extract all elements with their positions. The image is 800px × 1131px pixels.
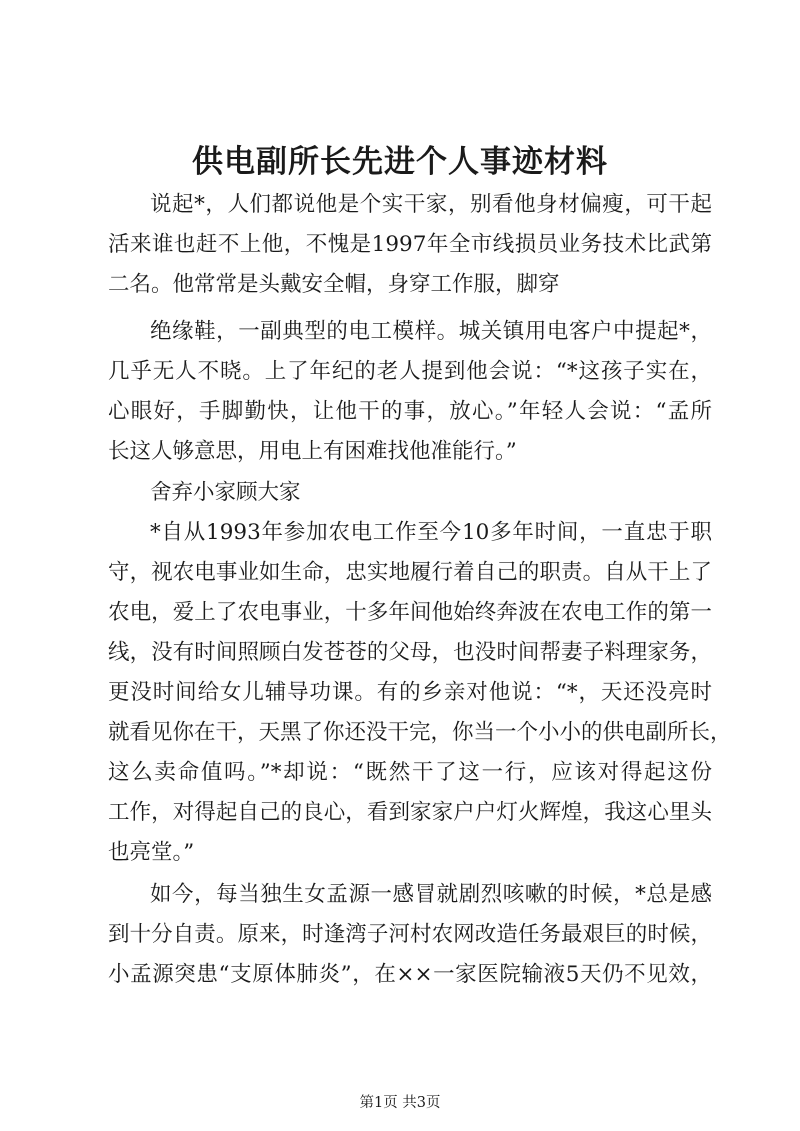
body-line-13: 更没时间给女儿辅导功课。有的乡亲对他说：“*，天还没亮时 [108,680,712,705]
body-line-16: 工作，对得起自己的良心，看到家家户户灯火辉煌，我这心里头 [108,800,712,825]
section-heading: 舍弃小家顾大家 [150,480,301,505]
body-line-7: 长这人够意思，用电上有困难找他准能行。” [108,439,517,464]
body-line-14: 就看见你在干，天黑了你还没干完，你当一个小小的供电副所长， [108,720,732,745]
body-line-12: 线，没有时间照顾白发苍苍的父母，也没时间帮妻子料理家务， [108,640,712,665]
page-number: 第1页 共3页 [359,1095,441,1111]
body-line-6: 心眼好，手脚勤快，让他干的事，放心。”年轻人会说：“孟所 [108,399,712,424]
document-title: 供电副所长先进个人事迹材料 [192,144,608,180]
body-line-15: 这么卖命值吗。”*却说：“既然干了这一行，应该对得起这份 [108,760,712,785]
body-line-5: 几乎无人不晓。上了年纪的老人提到他会说：“*这孩子实在， [108,359,712,384]
body-line-10: 守，视农电事业如生命，忠实地履行着自己的职责。自从干上了 [108,560,712,585]
body-line-1: 说起*，人们都说他是个实干家，别看他身材偏瘦，可干起 [150,192,712,217]
body-line-20: 小孟源突患“支原体肺炎”，在××一家医院输液5天仍不见效， [108,962,712,987]
body-line-3: 二名。他常常是头戴安全帽，身穿工作服，脚穿 [108,272,560,297]
body-line-2: 活来谁也赶不上他，不愧是1997年全市线损员业务技术比武第 [108,232,712,257]
body-line-9: *自从1993年参加农电工作至今10多年时间，一直忠于职 [150,520,712,545]
body-line-11: 农电，爱上了农电事业，十多年间他始终奔波在农电工作的第一 [108,600,712,625]
body-line-4: 绝缘鞋，一副典型的电工模样。城关镇用电客户中提起*， [150,319,712,344]
body-line-19: 到十分自责。原来，时逢湾子河村农网改造任务最艰巨的时候， [108,922,712,947]
body-line-17: 也亮堂。” [108,840,195,865]
body-line-18: 如今，每当独生女孟源一感冒就剧烈咳嗽的时候，*总是感 [150,882,712,907]
